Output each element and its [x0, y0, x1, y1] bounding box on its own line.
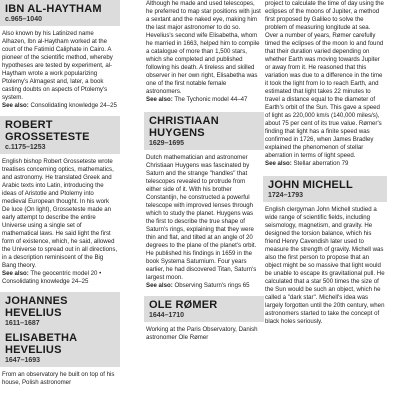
see-also-label: See also: — [265, 160, 292, 167]
see-also-text: The geocentric model 20 • Consolidating knowledge 24–25 — [2, 270, 102, 285]
entry-header — [263, 176, 387, 202]
entry-paragraph: Working at the Paris Observatory, Danish astronomer Ole Rømer — [146, 326, 258, 341]
entry-dates: 1724–1793 — [268, 192, 304, 199]
entry-ole-romer-continued — [263, 0, 387, 168]
entry-dates: 1644–1710 — [149, 312, 185, 319]
see-also-label: See also: — [146, 282, 173, 289]
entry-paragraph: English clergyman John Michell studied a wide range of scientific fields, including seismology, magnetism, and gravity. He designed the torsion balance, which his friend Henry Cavendish later used to measure the strength of gravity. Michell was also the first person to propose that an object might be so massive that light would be unable to escape its gravitational pull. He calculated that a star 500 times the size of the Sun would be such an object, which he called a "dark star". Michell's idea was largely forgotten until the 20th century, when astronomers started to take the concept of black holes seriously. — [265, 206, 385, 325]
entry-ibn-al-haytham — [0, 0, 120, 110]
entry-paragraph: From an observatory he built on top of his house, Polish astronomer — [2, 371, 115, 386]
entry-paragraph: Dutch mathematician and astronomer Christiaan Huygens was fascinated by Saturn and the strange "handles" that telescopes revealed to protrude from either side of it. With his brother Constantijn, he constructed a powerful telescope with improved lenses through which to study the planet. Huygens was the first to describe the true shape of Saturn's rings, explaining that they were thin and flat, and tilted at an angle of 20 degrees to the plane of the planet's orbit. He published his findings in 1659 in the book Systema Saturnium. Four years earlier, he had discovered Titan, Saturn's largest moon. — [146, 154, 257, 281]
see-also-text: Stellar aberration 79 — [293, 160, 349, 167]
entry-header — [0, 116, 120, 154]
entry-dates: 1629–1695 — [149, 140, 185, 147]
column-2 — [144, 0, 264, 348]
entry-dates: 1611–1687 — [5, 320, 40, 327]
entry-paragraph: English bishop Robert Grosseteste wrote treatises concerning optics, mathematics, and astronomy. He translated Greek and Arabic texts into Latin, introducing the ideas of Aristotle and Ptolemy into medieval European thought. In his work De luce (On light), Grosseteste made an early attempt to describe the entire Universe using a single set of mathematical laws. He said light the first form of existence, which, he said, allowed the Universe to spread out in all directions, in a description reminiscent of the Big Bang theory. — [2, 158, 118, 269]
entry-dates: 1647–1693 — [5, 357, 41, 364]
entry-paragraph: Also known by his Latinized name Alhazen, Ibn al-Haytham worked at the court of the Fatimid Caliphate in Cairo. A pioneer of the scientific method, whereby hypotheses are tested by experiment, al-Haytham wrote a work popularizing Ptolemy's Almagest and, later, a book casting doubts on aspects of Ptolemy's system. — [2, 30, 113, 101]
entry-hevelius-continued — [144, 0, 264, 104]
entry-name: OLE RØMER — [149, 299, 218, 311]
entry-text — [144, 154, 264, 290]
entry-text — [0, 30, 120, 110]
entry-name: JOHN MICHELL — [268, 179, 353, 191]
entry-paragraph: project to calculate the time of day using the eclipses of the moons of Jupiter, a method first proposed by Galileo to solve the problem of measuring longitude at sea. Over a number of years, Rømer carefully timed the eclipses of the moon Io and found that their duration varied depending on whether Earth was moving towards Jupiter or away from it. He reasoned that this variation was due to a difference in the time it took the light from Io to reach Earth, and estimated that light takes 22 minutes to travel a distance equal to the diameter of Earth's orbit of the Sun. This gave a speed of light as 220,000 km/s (140,000 miles/s), about 75 per cent of its true value. Rømer's finding that light has a finite speed was confirmed in 1726, when James Bradley explained the phenomenon of stellar aberration in terms of light speed. — [265, 0, 384, 159]
entry-text — [263, 0, 387, 168]
entry-header — [0, 0, 120, 26]
entry-header — [0, 292, 120, 367]
entry-christiaan-huygens — [144, 112, 264, 290]
column-3 — [263, 0, 387, 332]
entry-name: ELISABETHA HEVELIUS — [5, 332, 77, 356]
entry-robert-grosseteste — [0, 116, 120, 286]
entry-name: IBN AL-HAYTHAM — [5, 3, 102, 15]
entry-text — [144, 0, 264, 104]
entry-text — [0, 158, 120, 286]
entry-text — [263, 206, 387, 326]
entry-name: JOHANNES HEVELIUS — [5, 295, 68, 319]
see-also-label: See also: — [146, 96, 173, 103]
entry-header — [144, 112, 264, 150]
entry-text — [0, 371, 120, 387]
entry-ole-romer — [144, 296, 264, 342]
see-also-text: Observing Saturn's rings 65 — [174, 282, 250, 289]
entry-name: ROBERT GROSSETESTE — [5, 119, 90, 143]
see-also-label: See also: — [2, 270, 29, 277]
entry-text — [144, 326, 264, 342]
entry-header — [144, 296, 264, 322]
entry-john-michell — [263, 176, 387, 326]
entry-hevelius — [0, 292, 120, 387]
entry-name: CHRISTIAAN HUYGENS — [149, 115, 219, 139]
see-also-text: Consolidating knowledge 24–25 — [30, 102, 117, 109]
see-also-text: The Tychonic model 44–47 — [174, 96, 248, 103]
entry-dates: c.1175–1253 — [5, 144, 46, 151]
see-also-label: See also: — [2, 102, 29, 109]
entry-dates: c.965–1040 — [5, 16, 42, 23]
column-1 — [0, 0, 120, 393]
entry-paragraph: Although he made and used telescopes, he preferred to map star positions with just a sextant and the naked eye, making him the last major astronomer to do so. Hevelius's second wife Elisabetha, whom he married in 1663, helped him to compile a catalogue of more than 1,500 stars, which she completed and published following his death. A tireless and skilled observer in her own right, Elisabetha was one of the first notable female astronomers. — [146, 0, 261, 95]
